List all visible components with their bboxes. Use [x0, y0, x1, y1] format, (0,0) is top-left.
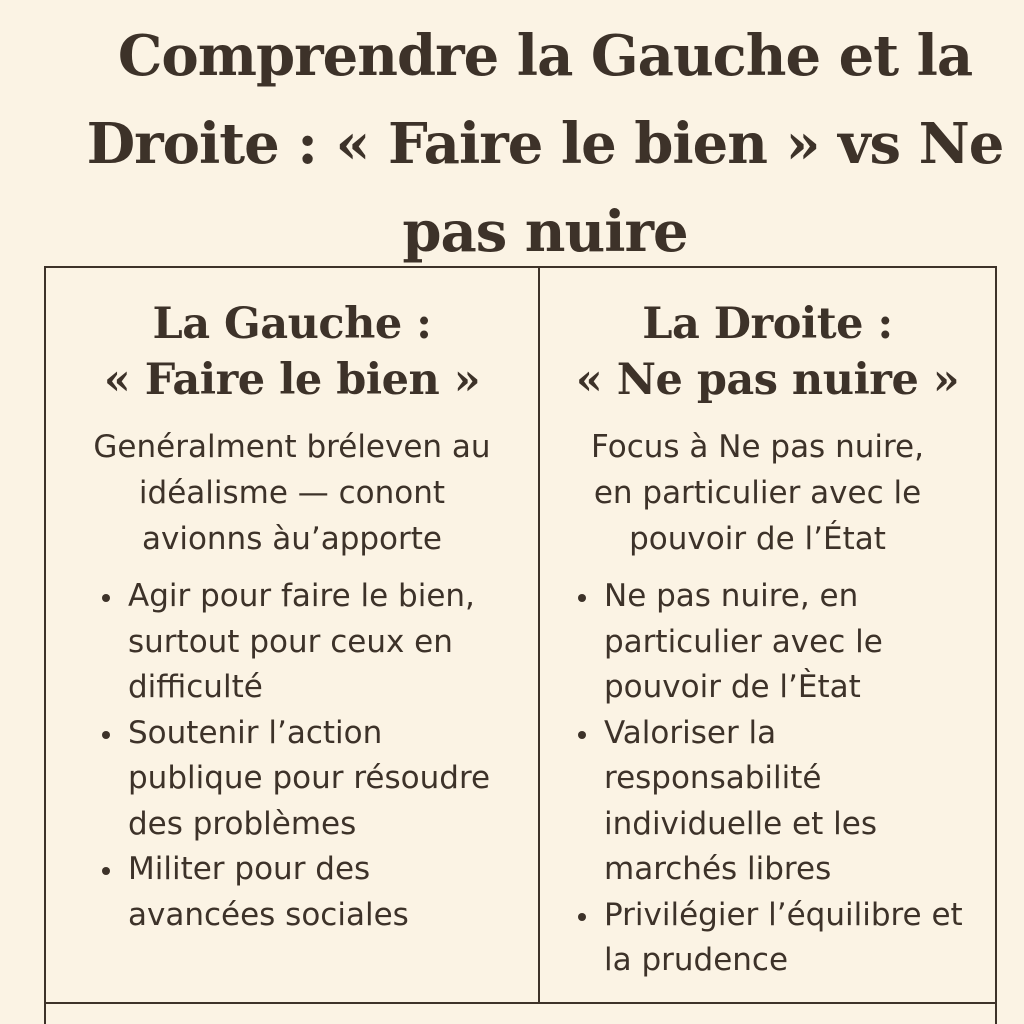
- next-row-right-edge: [995, 1002, 997, 1024]
- right-column: [540, 296, 995, 984]
- right-bullet-text: Ne pas nuire, en particulier avec le pouvoir de l’Ètat: [604, 578, 883, 705]
- left-heading-line2: « Faire le bien »: [103, 355, 481, 405]
- left-column-heading: [46, 296, 538, 408]
- list-item: [578, 574, 975, 711]
- table-bottom-border: [44, 1002, 997, 1004]
- left-heading-line1: La Gauche :: [152, 299, 432, 349]
- left-bullet-text: Militer pour des avancées sociales: [128, 851, 409, 933]
- right-bullet-text: Privilégier l’équilibre et la prudence: [604, 896, 963, 978]
- left-intro: Genéralment bréleven au idéalisme — conont avionns àu’apporte: [93, 429, 491, 557]
- right-intro: Focus à Ne pas nuire, en particulier avec le pouvoir de l’État: [591, 429, 924, 557]
- right-heading-line1: La Droite :: [642, 299, 893, 349]
- list-item: [102, 574, 518, 711]
- right-bullet-list: [540, 574, 995, 984]
- bullet-dot-icon: [578, 594, 586, 602]
- page-title: Comprendre la Gauche et la Droite : « Faire le bien » vs Ne pas nuire: [86, 23, 1004, 265]
- bullet-dot-icon: [102, 867, 110, 875]
- left-bullet-text: Agir pour faire le bien, surtout pour ceux en difficulté: [128, 578, 475, 705]
- bullet-dot-icon: [578, 913, 586, 921]
- right-bullet-text: Valoriser la responsabilité individuelle et les marchés libres: [604, 714, 877, 887]
- right-heading-line2: « Ne pas nuire »: [575, 355, 960, 405]
- next-row-left-edge: [44, 1002, 46, 1024]
- list-item: [102, 847, 518, 938]
- list-item: [578, 893, 975, 984]
- bullet-dot-icon: [102, 731, 110, 739]
- left-bullet-list: [46, 574, 538, 938]
- left-bullet-text: Soutenir l’action publique pour résoudre des problèmes: [128, 714, 491, 842]
- bullet-dot-icon: [578, 731, 586, 739]
- list-item: [578, 711, 975, 893]
- bullet-dot-icon: [102, 594, 110, 602]
- list-item: [102, 711, 518, 848]
- left-column: [46, 296, 538, 938]
- right-column-heading: [540, 296, 995, 408]
